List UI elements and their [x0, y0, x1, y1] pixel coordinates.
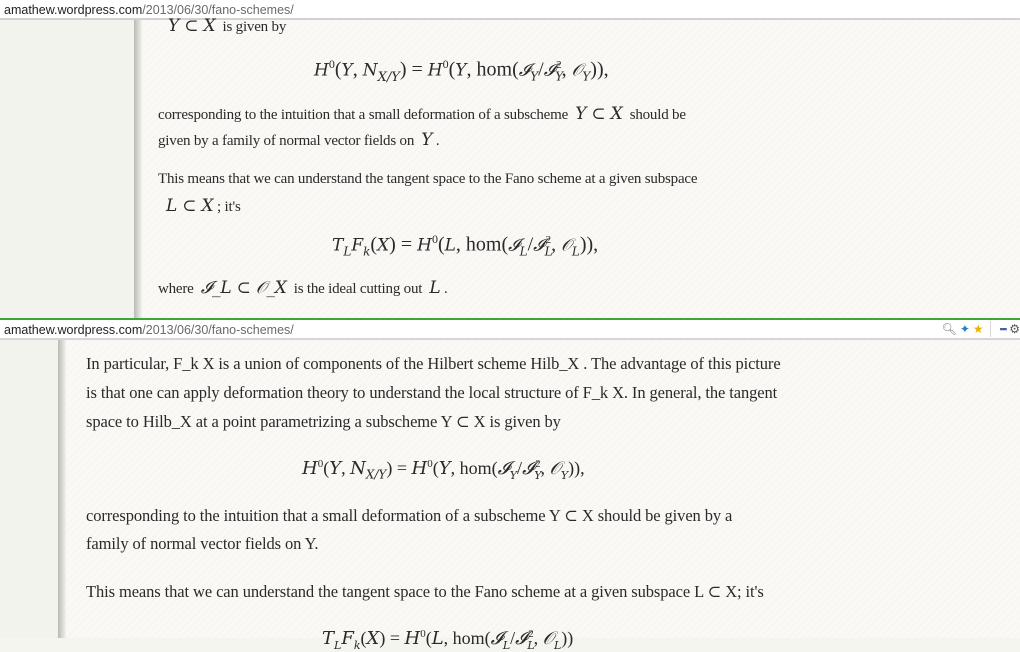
equation-normal-bundle: $H^0(Y$, $N_{X/Y}) = H^0(Y$, hom(𝓘$_Y$/𝓘$_Y^2$, 𝒪$_Y$)),: [314, 57, 609, 85]
text: given by a family of normal vector fields on: [158, 133, 415, 149]
url-text[interactable]: [4, 320, 294, 340]
text: should be: [629, 107, 686, 123]
text-line: [158, 171, 697, 188]
browser-window-top: [0, 0, 1020, 318]
math-inline: Y ⊂ X: [168, 16, 216, 36]
math-inline: L: [429, 278, 441, 298]
text-line: family of normal vector fields on Y.: [86, 534, 319, 553]
text: corresponding to the intuition that a small deformation of a subscheme: [158, 107, 569, 123]
left-margin: [0, 340, 60, 638]
math-inline: Y: [421, 130, 433, 150]
text-line: corresponding to the intuition that a small deformation of a subscheme Y ⊂ X should be given by a: [86, 506, 733, 525]
url-host: amathew.wordpress.com: [4, 3, 143, 17]
url-host: amathew.wordpress.com: [4, 323, 143, 337]
math-inline: Y ⊂ X: [575, 104, 623, 124]
search-icon[interactable]: 🔍︎: [941, 322, 957, 336]
text: This means that we can understand the tangent space to the Fano scheme at a given subspace: [158, 171, 698, 187]
text-line: This means that we can understand the tangent space to the Fano scheme at a given subspace L ⊂ X; it's: [86, 582, 764, 601]
math-inline: L ⊂ X: [166, 196, 214, 216]
address-bar[interactable]: [0, 318, 1020, 340]
bookmark-star-icon[interactable]: ★: [972, 322, 984, 336]
address-bar[interactable]: [0, 0, 1020, 20]
equation-normal-bundle: $H^0(Y$, $N_{X/Y}) = H^0(Y$, hom(𝓘$_Y$/𝓘$_Y^2$, 𝒪$_Y$)),: [302, 458, 585, 482]
text: is the ideal cutting out: [293, 281, 423, 297]
text-line: In particular, F_k X is a union of components of the Hilbert scheme Hilb_X . The advantage of this picture: [86, 354, 781, 373]
text-line: [158, 278, 448, 298]
article-content: [142, 16, 1020, 318]
text-line: is that one can apply deformation theory to understand the local structure of F_k X. In general, the tangent: [86, 383, 778, 402]
extensions-grid-icon[interactable]: ▪▪▪: [999, 324, 1007, 334]
text-line: space to Hilb_X at a point parametrizing a subscheme Y ⊂ X is given by: [86, 412, 561, 431]
settings-gear-icon[interactable]: ⚙: [1009, 322, 1020, 336]
text: ; it's: [217, 199, 241, 215]
text: .: [435, 133, 440, 149]
text-line: [158, 130, 439, 150]
text-line: [166, 196, 241, 216]
browser-window-bottom: [0, 318, 1020, 652]
article-content: [66, 340, 1020, 652]
toolbar-separator: [990, 321, 991, 337]
text: is given by: [222, 19, 287, 35]
url-path: /2013/06/30/fano-schemes/: [142, 3, 294, 17]
math-inline: 𝓘_L ⊂ 𝒪_X: [200, 278, 287, 298]
text-line: [158, 104, 686, 124]
equation-tangent-space: $T_LF_k(X) = H^0(L$, hom(𝓘$_L$/𝓘$_L^2$, 𝒪$_L$)),: [332, 232, 599, 259]
text: where: [158, 281, 194, 297]
translate-icon[interactable]: ✦: [959, 322, 970, 336]
text-line: [168, 16, 286, 36]
equation-tangent-space-partial: $T_LF_k(X) = H^0(L$, hom(𝓘$_L$/𝓘$_L^2$, 𝒪$_L$)): [322, 628, 574, 652]
left-margin: [0, 20, 134, 318]
page-shadow-divider: [134, 20, 142, 318]
text: .: [444, 281, 448, 297]
address-bar-icons: [939, 320, 1020, 338]
url-path: /2013/06/30/fano-schemes/: [142, 323, 294, 337]
page-shadow-divider: [58, 340, 66, 638]
